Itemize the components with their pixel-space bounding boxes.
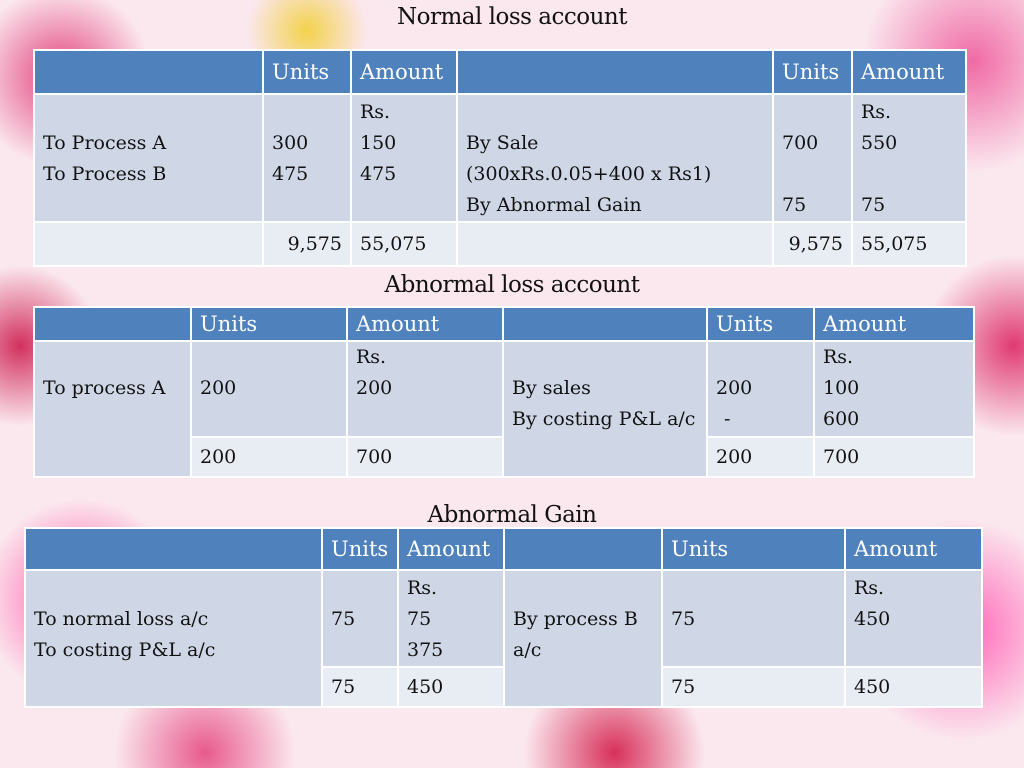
header-blank (34, 50, 263, 94)
header-blank (503, 307, 707, 341)
credit-units: 700 75 (773, 94, 852, 222)
header-amount: Amount (845, 528, 982, 570)
particular-item: To Process A (43, 132, 167, 154)
header-amount: Amount (852, 50, 966, 94)
credit-particulars (503, 341, 707, 477)
total-units: 75 (322, 667, 398, 707)
particular-item: (300xRs.0.05+400 x Rs1) (466, 163, 712, 185)
header-units: Units (322, 528, 398, 570)
debit-particulars (34, 94, 263, 222)
credit-units: 75 (662, 570, 845, 667)
header-blank (25, 528, 322, 570)
debit-units: 300 475 (263, 94, 351, 222)
credit-amount: Rs. 100 600 (814, 341, 974, 437)
header-units: Units (662, 528, 845, 570)
debit-units: 75 (322, 570, 398, 667)
particular-item: To costing P&L a/c (34, 639, 216, 661)
debit-particulars (25, 570, 322, 707)
total-amount: 700 (814, 437, 974, 477)
abnormal-gain-table (24, 527, 983, 708)
total-amount: 450 (845, 667, 982, 707)
particular-item: a/c (513, 639, 542, 661)
header-amount: Amount (398, 528, 504, 570)
header-units: Units (773, 50, 852, 94)
header-amount: Amount (347, 307, 503, 341)
abnormal-loss-table (33, 306, 975, 478)
total-blank (457, 222, 773, 266)
total-units: 200 (191, 437, 347, 477)
header-units: Units (191, 307, 347, 341)
abnormal-loss-title: Abnormal loss account (384, 272, 640, 298)
particular-item: By sales (512, 377, 591, 399)
total-units: 75 (662, 667, 845, 707)
particular-item: By process B (513, 608, 638, 630)
particular-item: By costing P&L a/c (512, 408, 696, 430)
credit-particulars (504, 570, 662, 707)
total-blank (34, 222, 263, 266)
total-amount: 450 (398, 667, 504, 707)
debit-amount: Rs. 200 (347, 341, 503, 437)
abnormal-gain-title: Abnormal Gain (427, 502, 597, 528)
particular-item: To normal loss a/c (34, 608, 209, 630)
particular-item: By Sale (466, 132, 539, 154)
header-blank (34, 307, 191, 341)
total-units: 200 (707, 437, 814, 477)
header-amount: Amount (814, 307, 974, 341)
total-units: 9,575 (263, 222, 351, 266)
header-units: Units (263, 50, 351, 94)
particular-item: By Abnormal Gain (466, 194, 642, 216)
total-amount: 700 (347, 437, 503, 477)
credit-amount: Rs. 550 75 (852, 94, 966, 222)
header-units: Units (707, 307, 814, 341)
header-blank (504, 528, 662, 570)
total-units: 9,575 (773, 222, 852, 266)
debit-particulars (34, 341, 191, 477)
credit-units: 200 - (707, 341, 814, 437)
particular-item: To process A (43, 377, 166, 399)
credit-amount: Rs. 450 (845, 570, 982, 667)
debit-amount: Rs. 150 475 (351, 94, 457, 222)
debit-amount: Rs. 75 375 (398, 570, 504, 667)
header-amount: Amount (351, 50, 457, 94)
normal-loss-title: Normal loss account (397, 4, 627, 30)
total-amount: 55,075 (852, 222, 966, 266)
header-blank (457, 50, 773, 94)
normal-loss-table (33, 49, 967, 267)
total-amount: 55,075 (351, 222, 457, 266)
debit-units: 200 (191, 341, 347, 437)
particular-item: To Process B (43, 163, 167, 185)
credit-particulars (457, 94, 773, 222)
